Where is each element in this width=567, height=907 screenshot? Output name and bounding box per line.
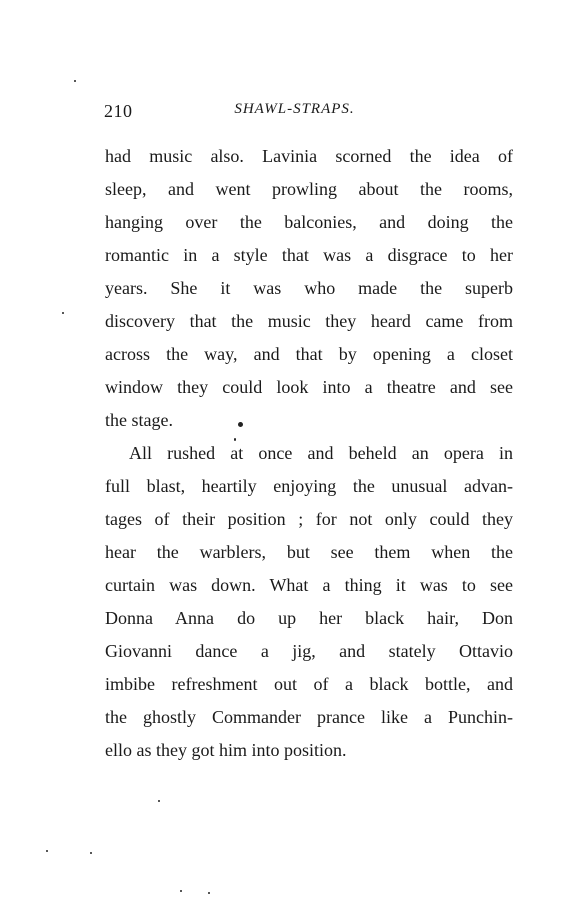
text-line: window they could look into a theatre and see — [105, 377, 513, 397]
text-line: Giovanni dance a jig, and stately Ottavio — [105, 641, 513, 661]
paragraph-end-line: ello as they got him into position. — [105, 740, 347, 760]
text-line: discovery that the music they heard came from — [105, 311, 513, 331]
text-line: full blast, heartily enjoying the unusual advan- — [105, 476, 513, 496]
paragraph-first-line: All rushed at once and beheld an opera in — [129, 443, 513, 463]
text-line: curtain was down. What a thing it was to see — [105, 575, 513, 595]
scan-speck — [74, 80, 76, 82]
scan-speck — [238, 422, 243, 427]
text-line: hanging over the balconies, and doing the — [105, 212, 513, 232]
scan-speck — [158, 800, 160, 802]
scan-speck — [208, 892, 210, 894]
paragraph-end-line: the stage. — [105, 410, 173, 430]
text-line: years. She it was who made the superb — [105, 278, 513, 298]
text-line: the ghostly Commander prance like a Punchin- — [105, 707, 513, 727]
text-line: had music also. Lavinia scorned the idea of — [105, 146, 513, 166]
text-line: across the way, and that by opening a closet — [105, 344, 513, 364]
text-line: romantic in a style that was a disgrace to her — [105, 245, 513, 265]
text-line: imbibe refreshment out of a black bottle, and — [105, 674, 513, 694]
running-head: SHAWL-STRAPS. — [234, 101, 355, 117]
text-line: sleep, and went prowling about the rooms, — [105, 179, 513, 199]
scan-speck — [46, 850, 48, 852]
text-line: tages of their position ; for not only could they — [105, 509, 513, 529]
scan-speck — [234, 438, 236, 441]
text-line: hear the warblers, but see them when the — [105, 542, 513, 562]
page-number: 210 — [104, 101, 133, 121]
scan-speck — [90, 852, 92, 854]
scan-speck — [62, 312, 64, 314]
scan-speck — [180, 890, 182, 892]
text-line: Donna Anna do up her black hair, Don — [105, 608, 513, 628]
